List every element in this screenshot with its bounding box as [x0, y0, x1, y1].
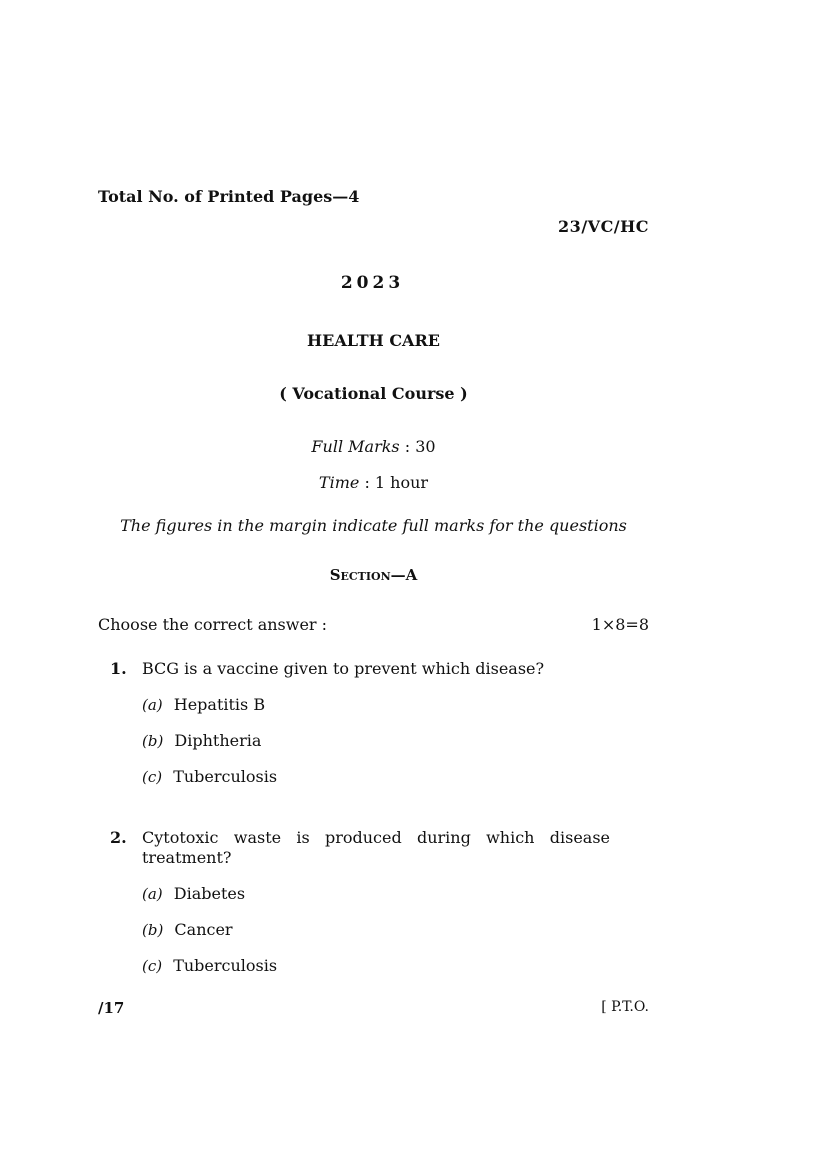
time-value: : 1 hour: [364, 473, 429, 492]
option-text: Tuberculosis: [173, 767, 278, 786]
option-item: [142, 767, 277, 786]
option-label: (b): [142, 921, 164, 939]
exam-year: 2023: [340, 273, 405, 293]
question-number: 2.: [110, 828, 127, 847]
page-code: /17: [98, 999, 125, 1017]
question-text: BCG is a vaccine given to prevent which disease?: [142, 659, 545, 678]
option-text: Diabetes: [173, 884, 246, 903]
marks-note: The figures in the margin indicate full marks for the questions: [120, 516, 627, 535]
option-item: [142, 956, 277, 975]
option-label: (b): [142, 732, 164, 750]
time-label: Time: [318, 473, 360, 492]
full-marks: [0, 437, 747, 456]
section-instruction: Choose the correct answer :: [98, 615, 328, 634]
option-item: [142, 920, 233, 939]
full-marks-label: Full Marks: [311, 437, 400, 456]
section-marks: 1×8=8: [591, 615, 649, 634]
pto-note: [ P.T.O.: [601, 999, 649, 1015]
option-item: [142, 884, 245, 903]
option-text: Diphtheria: [174, 731, 262, 750]
option-text: Tuberculosis: [173, 956, 278, 975]
paper-code: 23/VC/HC: [558, 217, 649, 236]
option-text: Cancer: [174, 920, 233, 939]
question-number: 1.: [110, 659, 127, 678]
exam-time: [0, 473, 747, 492]
full-marks-value: : 30: [404, 437, 436, 456]
option-item: [142, 695, 265, 714]
option-label: (c): [142, 768, 163, 786]
section-heading: Section—A: [329, 566, 418, 584]
option-text: Hepatitis B: [173, 695, 266, 714]
question-text: Cytotoxic waste is produced during which disease treatment?: [142, 828, 610, 867]
option-label: (a): [142, 885, 163, 903]
option-label: (c): [142, 957, 163, 975]
subject-title: HEALTH CARE: [307, 331, 440, 350]
option-label: (a): [142, 696, 163, 714]
printed-pages-note: Total No. of Printed Pages—4: [98, 187, 360, 206]
course-type: ( Vocational Course ): [279, 384, 468, 403]
option-item: [142, 731, 261, 750]
